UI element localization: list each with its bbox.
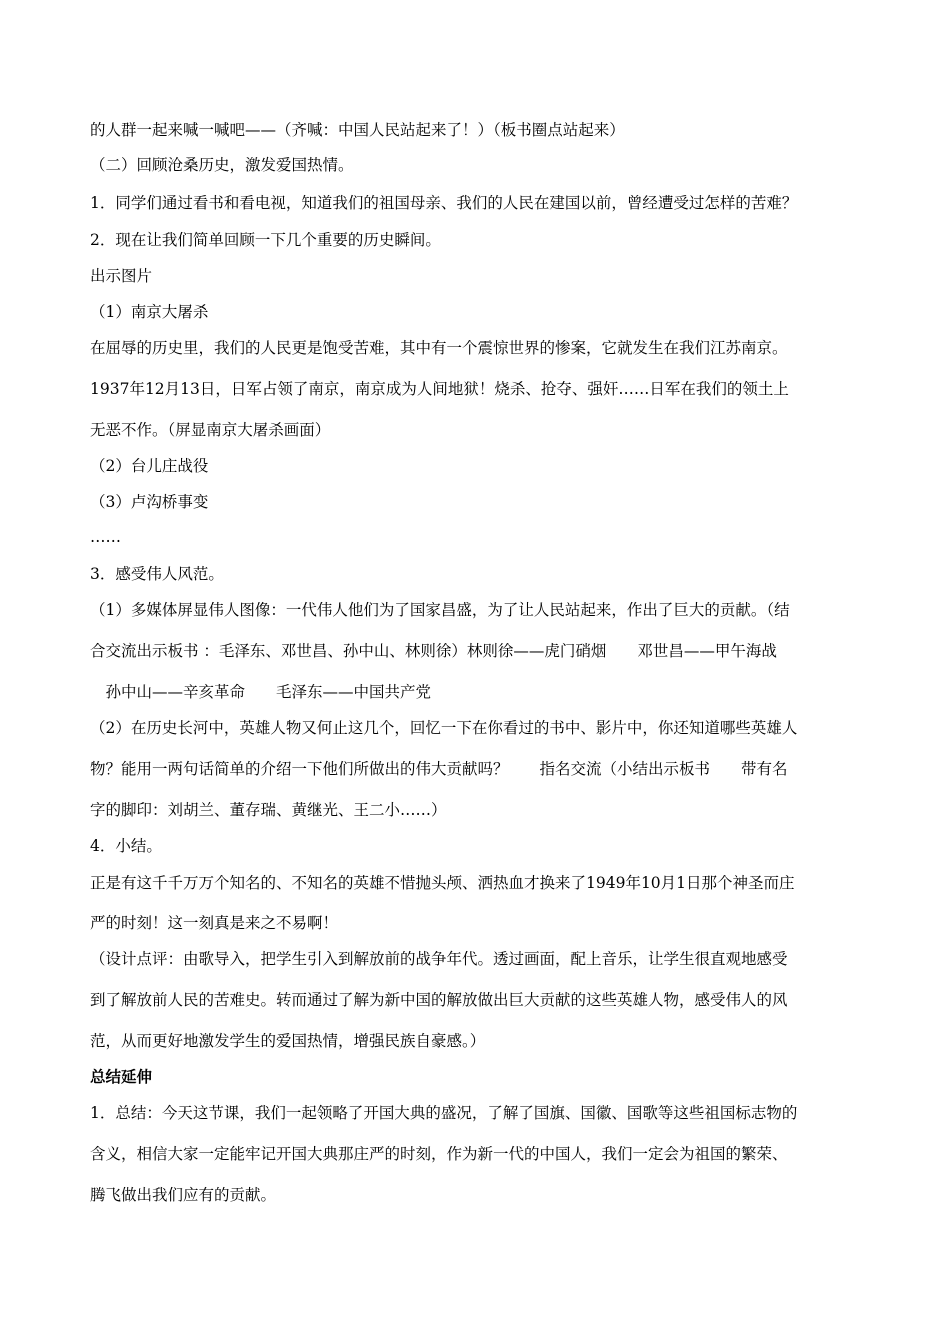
paragraph-line: 的人群一起来喊一喊吧——（齐喊：中国人民站起来了！）（板书圈点站起来） [90, 121, 625, 139]
section-title: 总结延伸 [90, 1068, 153, 1086]
paragraph-line: 物？能用一两句话简单的介绍一下他们所做出的伟大贡献吗？ 指名交流（小结出示板书 带有名 [90, 760, 788, 778]
paragraph-line: （1）多媒体屏显伟人图像：一代伟人他们为了国家昌盛，为了让人民站起来，作出了巨大的贡献。（结 [90, 601, 790, 619]
paragraph-line: 3．感受伟人风范。 [90, 565, 224, 583]
paragraph-line: （设计点评：由歌导入，把学生引入到解放前的战争年代。透过画面，配上音乐，让学生很直观地感受 [90, 950, 788, 968]
paragraph-line: 字的脚印：刘胡兰、董存瑞、黄继光、王二小……） [90, 801, 447, 819]
paragraph-line: 4．小结。 [90, 837, 162, 855]
paragraph-line: 1．总结：今天这节课，我们一起领略了开国大典的盛况，了解了国旗、国徽、国歌等这些祖国标志物的 [90, 1104, 798, 1122]
paragraph-line: 无恶不作。（屏显南京大屠杀画面） [90, 421, 331, 439]
paragraph-line: （2）在历史长河中，英雄人物又何止这几个，回忆一下在你看过的书中、影片中，你还知道哪些英雄人 [90, 719, 798, 737]
paragraph-line: （3）卢沟桥事变 [90, 493, 209, 511]
paragraph-line: …… [90, 528, 121, 546]
paragraph-line: 严的时刻！这一刻真是来之不易啊！ [90, 914, 339, 932]
paragraph-line: 2．现在让我们简单回顾一下几个重要的历史瞬间。 [90, 231, 441, 249]
paragraph-line: 出示图片 [90, 267, 153, 285]
paragraph-line: 含义，相信大家一定能牢记开国大典那庄严的时刻，作为新一代的中国人，我们一定会为祖国的繁荣、 [90, 1145, 788, 1163]
paragraph-line: （2）台儿庄战役 [90, 457, 209, 475]
paragraph-line: 腾飞做出我们应有的贡献。 [90, 1186, 277, 1204]
paragraph-line: 正是有这千千万万个知名的、不知名的英雄不惜抛头颅、洒热血才换来了1949年10月1日那个神圣而庄 [90, 874, 795, 892]
paragraph-line: 孙中山——辛亥革命 毛泽东——中国共产党 [90, 683, 432, 701]
paragraph-line: 到了解放前人民的苦难史。转而通过了解为新中国的解放做出巨大贡献的这些英雄人物，感受伟人的风 [90, 991, 788, 1009]
paragraph-line: 合交流出示板书 ：毛泽东、邓世昌、孙中山、林则徐）林则徐——虎门硝烟 邓世昌——甲午海战 [90, 642, 777, 660]
paragraph-line: （1）南京大屠杀 [90, 303, 209, 321]
paragraph-line: 范，从而更好地激发学生的爱国热情，增强民族自豪感。） [90, 1032, 486, 1050]
paragraph-line: 1937年12月13日，日军占领了南京，南京成为人间地狱！烧杀、抢夺、强奸……日军在我们的领土上 [90, 380, 789, 398]
paragraph-line: 在屈辱的历史里，我们的人民更是饱受苦难，其中有一个震惊世界的惨案，它就发生在我们江苏南京。 [90, 339, 788, 357]
section-heading: （二）回顾沧桑历史，激发爱国热情。 [90, 156, 354, 174]
paragraph-line: 1．同学们通过看书和看电视，知道我们的祖国母亲、我们的人民在建国以前，曾经遭受过怎样的苦难？ [90, 194, 798, 212]
